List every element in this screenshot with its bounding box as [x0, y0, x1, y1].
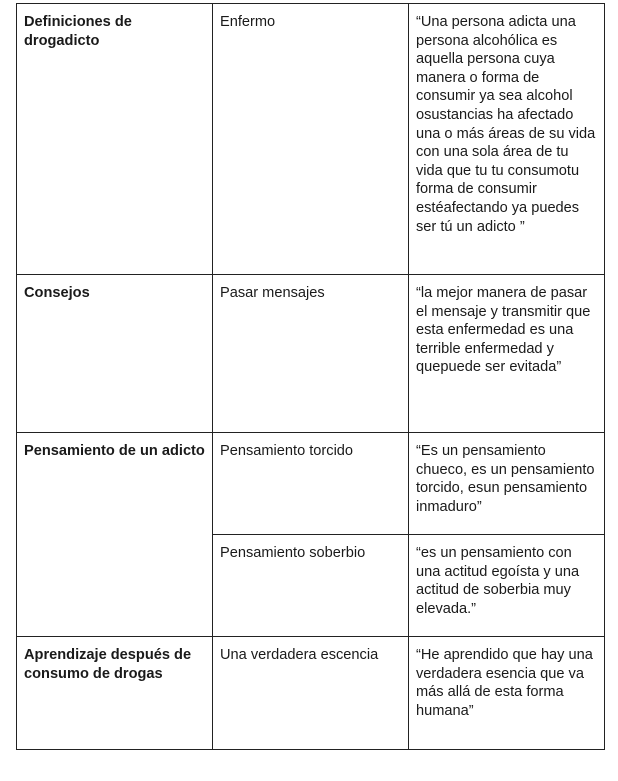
table-row	[17, 275, 605, 433]
table-row	[17, 637, 605, 750]
category-cell: Aprendizaje después de consumo de drogas	[17, 637, 213, 750]
definitions-table	[16, 3, 605, 750]
concept-cell: Pensamiento torcido	[213, 433, 409, 535]
table-row	[17, 4, 605, 275]
concept-cell: Enfermo	[213, 4, 409, 275]
concept-cell: Una verdadera escencia	[213, 637, 409, 750]
table-row	[17, 433, 605, 535]
category-cell: Definiciones de drogadicto	[17, 4, 213, 275]
concept-cell: Pasar mensajes	[213, 275, 409, 433]
quote-cell: “Es un pensamiento chueco, es un pensamiento torcido, esun pensamiento inmaduro”	[409, 433, 605, 535]
quote-cell: “He aprendido que hay una verdadera esencia que va más allá de esta forma humana”	[409, 637, 605, 750]
concept-cell: Pensamiento soberbio	[213, 535, 409, 637]
category-cell: Pensamiento de un adicto	[17, 433, 213, 637]
quote-cell: “es un pensamiento con una actitud egoísta y una actitud de soberbia muy elevada.”	[409, 535, 605, 637]
quote-cell: “la mejor manera de pasar el mensaje y transmitir que esta enfermedad es una terrible enfermedad y quepuede ser evitada”	[409, 275, 605, 433]
category-cell: Consejos	[17, 275, 213, 433]
quote-cell: “Una persona adicta una persona alcohólica es aquella persona cuya manera o forma de consumir ya sea alcohol osustancias ha afectado una o más áreas de su vida con una sola área de tu vida que tu tu consumotu forma de consumir estéafectando ya puedes ser tú un adicto ”	[409, 4, 605, 275]
